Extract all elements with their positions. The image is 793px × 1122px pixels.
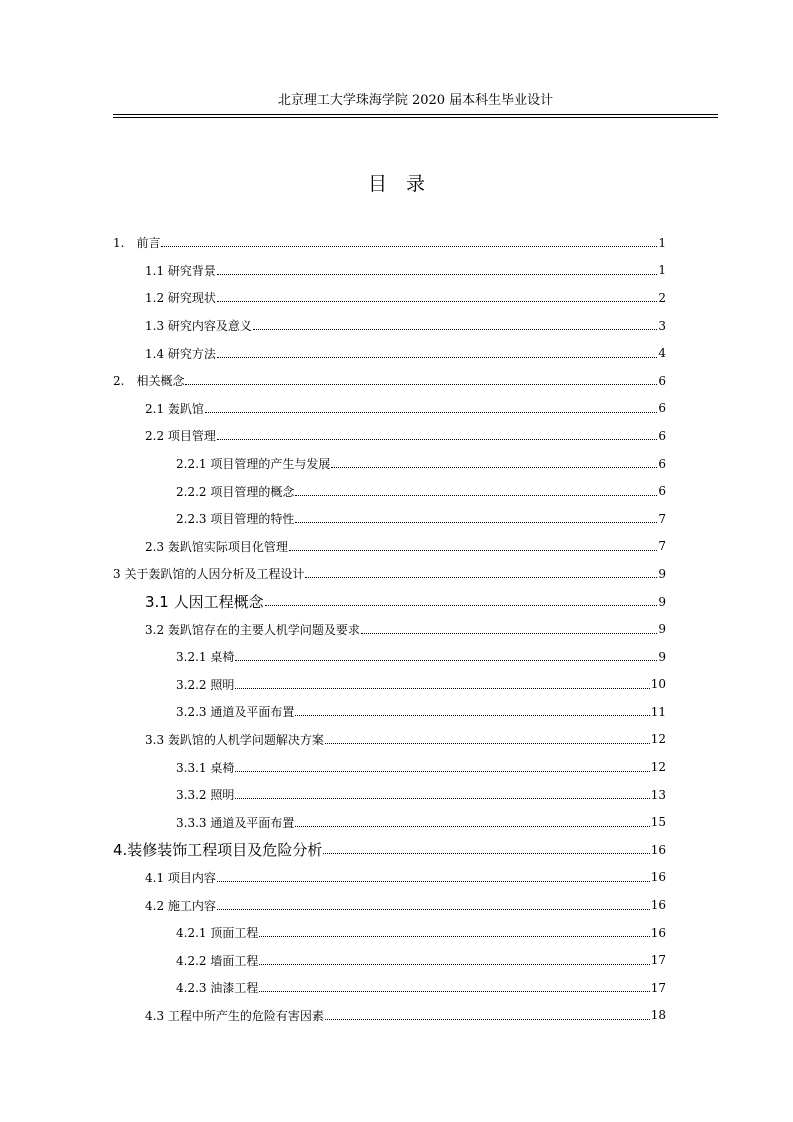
- toc-entry-title: 4.2 施工内容: [145, 898, 216, 913]
- toc-entry[interactable]: [113, 946, 666, 974]
- toc-entry-title: 2. 相关概念: [113, 374, 185, 389]
- toc-entry[interactable]: [113, 367, 666, 395]
- toc-dot-leader: [295, 495, 657, 496]
- table-of-contents: [113, 229, 666, 1029]
- toc-entry[interactable]: [113, 726, 666, 754]
- toc-dot-leader: [217, 439, 657, 440]
- toc-entry-title: 3.1 人因工程概念: [145, 593, 264, 612]
- toc-dot-leader: [323, 853, 649, 854]
- toc-entry-title: 1.2 研究现状: [145, 291, 216, 306]
- toc-page-number: 9: [658, 649, 666, 664]
- toc-page-number: 6: [658, 401, 666, 416]
- toc-page-number: 9: [658, 594, 666, 609]
- toc-entry[interactable]: [113, 395, 666, 423]
- toc-entry-title: 2.2 项目管理: [145, 429, 216, 444]
- toc-entry-title: 1.4 研究方法: [145, 346, 216, 361]
- toc-entry[interactable]: [113, 1002, 666, 1030]
- toc-entry-title: 3.3.1 桌椅: [176, 760, 235, 775]
- toc-entry[interactable]: [113, 919, 666, 947]
- toc-dot-leader: [235, 688, 649, 689]
- toc-entry[interactable]: [113, 891, 666, 919]
- toc-title: 目 录: [367, 173, 425, 195]
- toc-dot-leader: [265, 605, 658, 606]
- toc-dot-leader: [259, 964, 649, 965]
- toc-page-number: 9: [658, 566, 666, 581]
- toc-page-number: 1: [658, 235, 666, 250]
- toc-page-number: 16: [650, 842, 666, 857]
- running-header: 北京理工大学珠海学院 2020 届本科生毕业设计: [277, 93, 554, 108]
- toc-dot-leader: [253, 329, 657, 330]
- toc-dot-leader: [361, 633, 657, 634]
- toc-entry-title: 4.1 项目内容: [145, 870, 216, 885]
- toc-entry[interactable]: [113, 560, 666, 588]
- toc-dot-leader: [295, 522, 657, 523]
- toc-entry-title: 3.3.3 通道及平面布置: [176, 815, 295, 830]
- toc-page-number: 15: [650, 815, 666, 830]
- toc-entry[interactable]: [113, 505, 666, 533]
- toc-entry[interactable]: [113, 698, 666, 726]
- toc-entry-title: 1. 前言: [113, 236, 161, 251]
- toc-dot-leader: [217, 881, 650, 882]
- toc-entry[interactable]: [113, 312, 666, 340]
- toc-entry-title: 1.3 研究内容及意义: [145, 319, 252, 334]
- toc-page-number: 12: [650, 732, 666, 747]
- toc-entry[interactable]: [113, 836, 666, 864]
- toc-page-number: 10: [650, 677, 666, 692]
- toc-entry-title: 3.2.1 桌椅: [176, 650, 235, 665]
- toc-page-number: 17: [650, 953, 666, 968]
- toc-dot-leader: [305, 577, 657, 578]
- toc-page-number: 11: [650, 704, 666, 719]
- toc-dot-leader: [235, 660, 657, 661]
- toc-dot-leader: [289, 550, 657, 551]
- toc-dot-leader: [235, 798, 649, 799]
- toc-page-number: 17: [650, 980, 666, 995]
- toc-dot-leader: [217, 357, 657, 358]
- toc-dot-leader: [325, 1019, 650, 1020]
- toc-page-number: 18: [650, 1008, 666, 1023]
- toc-page-number: 6: [658, 484, 666, 499]
- toc-entry[interactable]: [113, 422, 666, 450]
- toc-page-number: 6: [658, 456, 666, 471]
- toc-dot-leader: [205, 412, 657, 413]
- toc-entry-title: 4.2.1 顶面工程: [176, 926, 259, 941]
- toc-page-number: 1: [658, 263, 666, 278]
- toc-entry-title: 4.2.2 墙面工程: [176, 953, 259, 968]
- toc-page-number: 16: [650, 925, 666, 940]
- header-rule: [113, 114, 718, 118]
- toc-page-number: 6: [658, 428, 666, 443]
- toc-dot-leader: [259, 936, 649, 937]
- toc-dot-leader: [331, 467, 657, 468]
- toc-page-number: 3: [658, 318, 666, 333]
- toc-page-number: 16: [650, 870, 666, 885]
- toc-dot-leader: [259, 991, 649, 992]
- toc-entry[interactable]: [113, 753, 666, 781]
- toc-entry-title: 4.装修装饰工程项目及危险分析: [113, 841, 323, 860]
- toc-page-number: 9: [658, 622, 666, 637]
- toc-entry-title: 3.2 轰趴馆存在的主要人机学问题及要求: [145, 622, 360, 637]
- toc-entry[interactable]: [113, 588, 666, 616]
- toc-page-number: 16: [650, 898, 666, 913]
- toc-page-number: 13: [650, 787, 666, 802]
- toc-dot-leader: [295, 715, 649, 716]
- toc-entry[interactable]: [113, 864, 666, 892]
- toc-entry[interactable]: [113, 533, 666, 561]
- toc-dot-leader: [235, 771, 649, 772]
- toc-entry-title: 4.3 工程中所产生的危险有害因素: [145, 1008, 324, 1023]
- toc-entry[interactable]: [113, 339, 666, 367]
- toc-page-number: 7: [658, 511, 666, 526]
- toc-entry[interactable]: [113, 257, 666, 285]
- toc-page-number: 12: [650, 760, 666, 775]
- toc-page-number: 4: [658, 346, 666, 361]
- toc-entry-title: 2.3 轰趴馆实际项目化管理: [145, 539, 288, 554]
- toc-entry-title: 3.3.2 照明: [176, 788, 235, 803]
- toc-entry[interactable]: [113, 781, 666, 809]
- toc-page-number: 6: [658, 373, 666, 388]
- toc-entry[interactable]: [113, 477, 666, 505]
- toc-dot-leader: [161, 246, 657, 247]
- toc-entry[interactable]: [113, 615, 666, 643]
- toc-entry-title: 3.2.3 通道及平面布置: [176, 705, 295, 720]
- toc-dot-leader: [217, 909, 650, 910]
- toc-entry-title: 2.2.1 项目管理的产生与发展: [176, 457, 331, 472]
- toc-dot-leader: [185, 384, 657, 385]
- toc-entry-title: 1.1 研究背景: [145, 263, 216, 278]
- toc-entry-title: 4.2.3 油漆工程: [176, 981, 259, 996]
- toc-dot-leader: [295, 826, 649, 827]
- toc-entry[interactable]: [113, 284, 666, 312]
- toc-entry[interactable]: [113, 450, 666, 478]
- toc-entry-title: 3 关于轰趴馆的人因分析及工程设计: [113, 567, 305, 582]
- toc-dot-leader: [325, 743, 650, 744]
- toc-entry[interactable]: [113, 643, 666, 671]
- toc-entry-title: 2.2.3 项目管理的特性: [176, 512, 295, 527]
- toc-entry-title: 2.2.2 项目管理的概念: [176, 484, 295, 499]
- toc-entry-title: 3.3 轰趴馆的人机学问题解决方案: [145, 732, 324, 747]
- toc-page-number: 2: [658, 290, 666, 305]
- toc-dot-leader: [217, 301, 657, 302]
- toc-dot-leader: [217, 274, 657, 275]
- toc-entry[interactable]: [113, 808, 666, 836]
- toc-entry[interactable]: [113, 229, 666, 257]
- toc-entry-title: 2.1 轰趴馆: [145, 401, 204, 416]
- toc-entry-title: 3.2.2 照明: [176, 677, 235, 692]
- toc-page-number: 7: [658, 539, 666, 554]
- toc-entry[interactable]: [113, 974, 666, 1002]
- toc-entry[interactable]: [113, 671, 666, 699]
